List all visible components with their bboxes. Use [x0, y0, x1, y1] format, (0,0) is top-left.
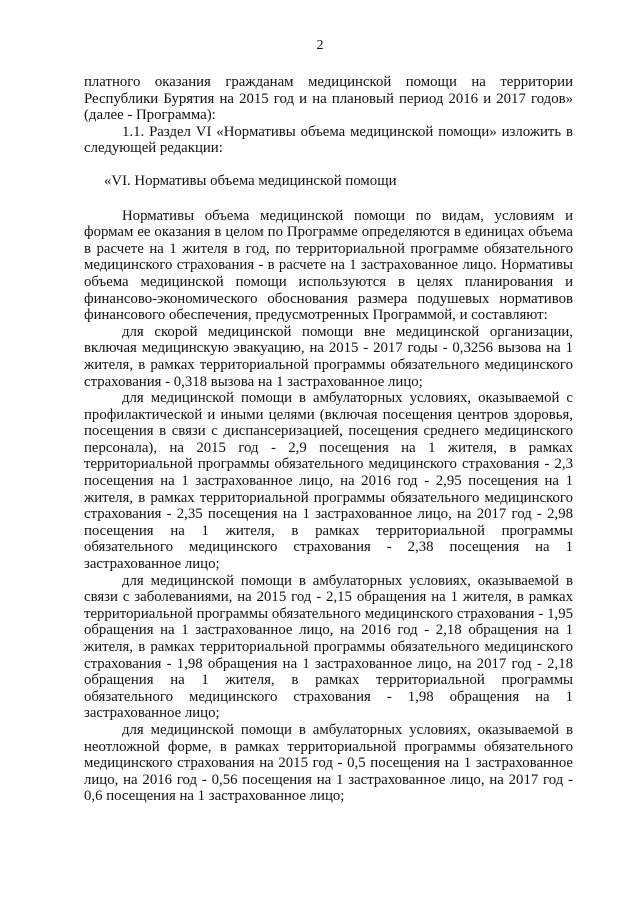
page-number: 2: [316, 38, 324, 53]
paragraph-program-title-continuation: платного оказания гражданам медицинской помощи на территории Республики Бурятия на 2015 год и на плановый период 2016 и 2017 годов» (далее - Программа):: [84, 74, 573, 124]
paragraph-norms-intro: Нормативы объема медицинской помощи по видам, условиям и формам ее оказания в целом по Программе определяются в единицах объема в расчете на 1 жителя в год, по территориальной программе обязательного медицинского страхования - в расчете на 1 застрахованное лицо. Нормативы объема медицинской помощи используются в целях планирования и финансово-экономического обоснования размера подушевых нормативов финансового обеспечения, предусмотренных Программой, и составляют:: [84, 207, 573, 324]
paragraph-emergency-care: для скорой медицинской помощи вне медицинской организации, включая медицинскую эвакуацию, на 2015 - 2017 годы - 0,3256 вызова на 1 жителя, в рамках территориальной программы обязательного медицинского страхования - 0,318 вызова на 1 застрахованное лицо;: [84, 323, 573, 390]
paragraph-outpatient-urgent: для медицинской помощи в амбулаторных условиях, оказываемой в неотложной форме, в рамках территориальной программы обязательного медицинского страхования на 2015 год - 0,5 посещения на 1 застрахованное лицо, на 2016 год - 0,56 посещения на 1 застрахованное лицо, на 2017 год - 0,6 посещения на 1 застрахованное лицо;: [84, 721, 573, 805]
document-body: [84, 74, 573, 805]
paragraph-outpatient-diseases: для медицинской помощи в амбулаторных условиях, оказываемой в связи с заболеваниями, на 2015 год - 2,15 обращения на 1 жителя, в рамках территориальной программы обязательного медицинского страхования - 1,95 обращения на 1 застрахованное лицо, на 2016 год - 2,18 обращения на 1 жителя, в рамках территориальной программы обязательного медицинского страхования - 1,98 обращения на 1 застрахованное лицо, на 2017 год - 2,18 обращения на 1 жителя, в рамках территориальной программы обязательного медицинского страхования - 1,98 обращения на 1 застрахованное лицо;: [84, 572, 573, 722]
section-heading: «VI. Нормативы объема медицинской помощи: [104, 172, 397, 189]
paragraph-amendment-1-1: 1.1. Раздел VI «Нормативы объема медицинской помощи» изложить в следующей редакции:: [84, 123, 573, 157]
paragraph-outpatient-preventive: для медицинской помощи в амбулаторных условиях, оказываемой с профилактической и иными целями (включая посещения центров здоровья, посещения в связи с диспансеризацией, посещения среднего медицинского персонала), на 2015 год - 2,9 посещения на 1 жителя, в рамках территориальной программы обязательного медицинского страхования - 2,3 посещения на 1 застрахованное лицо, на 2016 год - 2,95 посещения на 1 жителя, в рамках территориальной программы обязательного медицинского страхования - 2,35 посещения на 1 застрахованное лицо, на 2017 год - 2,98 посещения на 1 жителя, в рамках территориальной программы обязательного медицинского страхования - 2,38 посещения на 1 застрахованное лицо;: [84, 390, 573, 573]
